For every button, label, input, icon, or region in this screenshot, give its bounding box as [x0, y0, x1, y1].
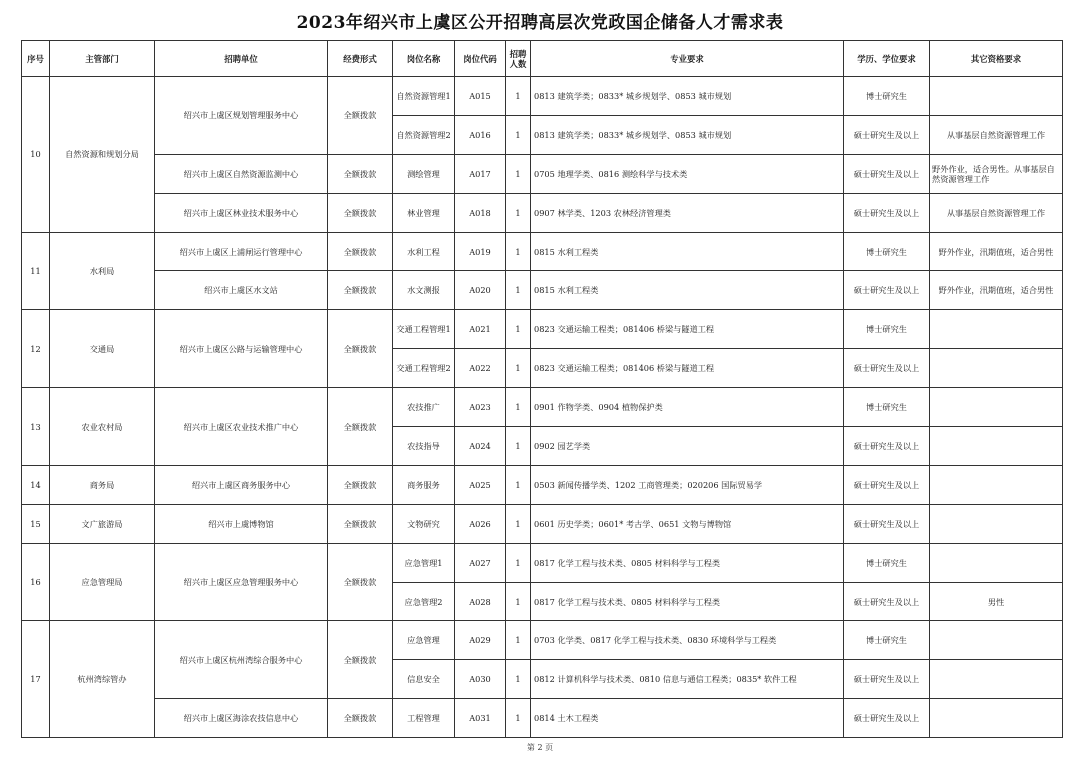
table-row	[22, 310, 1063, 349]
edu-cell: 博士研究生	[844, 77, 930, 116]
unit-cell: 绍兴市上虞区农业技术推广中心	[155, 388, 328, 466]
dept-cell: 水利局	[50, 232, 155, 310]
table-body	[22, 77, 1063, 738]
edu-cell: 硕士研究生及以上	[844, 582, 930, 621]
count-cell: 1	[506, 582, 531, 621]
edu-cell: 博士研究生	[844, 621, 930, 660]
count-cell: 1	[506, 504, 531, 543]
other-cell: 野外作业，汛期值班，适合男性	[930, 271, 1063, 310]
dept-cell: 商务局	[50, 465, 155, 504]
edu-cell: 硕士研究生及以上	[844, 154, 930, 193]
funding-cell: 全额拨款	[328, 310, 393, 388]
header-dept: 主管部门	[50, 41, 155, 77]
unit-cell: 绍兴市上虞区上浦闸运行管理中心	[155, 232, 328, 271]
funding-cell: 全额拨款	[328, 504, 393, 543]
header-unit: 招聘单位	[155, 41, 328, 77]
unit-cell: 绍兴市上虞区公路与运输管理中心	[155, 310, 328, 388]
code-cell: A017	[455, 154, 506, 193]
post-cell: 应急管理1	[393, 543, 455, 582]
code-cell: A022	[455, 349, 506, 388]
post-cell: 商务服务	[393, 465, 455, 504]
post-cell: 文物研究	[393, 504, 455, 543]
table-row	[22, 77, 1063, 116]
table-row	[22, 465, 1063, 504]
header-funding: 经费形式	[328, 41, 393, 77]
other-cell	[930, 504, 1063, 543]
edu-cell: 硕士研究生及以上	[844, 427, 930, 466]
header-other: 其它资格要求	[930, 41, 1063, 77]
code-cell: A023	[455, 388, 506, 427]
post-cell: 应急管理2	[393, 582, 455, 621]
funding-cell: 全额拨款	[328, 465, 393, 504]
other-cell	[930, 77, 1063, 116]
major-cell: 0813 建筑学类；0833* 城乡规划学、0853 城市规划	[531, 77, 844, 116]
unit-cell: 绍兴市上虞博物馆	[155, 504, 328, 543]
header-edu: 学历、学位要求	[844, 41, 930, 77]
code-cell: A024	[455, 427, 506, 466]
table-row	[22, 699, 1063, 738]
count-cell: 1	[506, 660, 531, 699]
table-row	[22, 232, 1063, 271]
count-cell: 1	[506, 465, 531, 504]
major-cell: 0823 交通运输工程类；081406 桥梁与隧道工程	[531, 349, 844, 388]
other-cell	[930, 465, 1063, 504]
post-cell: 水利工程	[393, 232, 455, 271]
dept-cell: 自然资源和规划分局	[50, 77, 155, 233]
code-cell: A020	[455, 271, 506, 310]
major-cell: 0817 化学工程与技术类、0805 材料科学与工程类	[531, 543, 844, 582]
major-cell: 0601 历史学类；0601* 考古学、0651 文物与博物馆	[531, 504, 844, 543]
other-cell: 野外作业，适合男性。从事基层自然资源管理工作	[930, 154, 1063, 193]
post-cell: 信息安全	[393, 660, 455, 699]
count-cell: 1	[506, 543, 531, 582]
post-cell: 自然资源管理2	[393, 115, 455, 154]
post-cell: 自然资源管理1	[393, 77, 455, 116]
edu-cell: 博士研究生	[844, 232, 930, 271]
major-cell: 0823 交通运输工程类；081406 桥梁与隧道工程	[531, 310, 844, 349]
table-row	[22, 154, 1063, 193]
header-post: 岗位名称	[393, 41, 455, 77]
funding-cell: 全额拨款	[328, 621, 393, 699]
seq-cell: 17	[22, 621, 50, 738]
seq-cell: 15	[22, 504, 50, 543]
count-cell: 1	[506, 154, 531, 193]
edu-cell: 博士研究生	[844, 310, 930, 349]
major-cell: 0705 地理学类、0816 测绘科学与技术类	[531, 154, 844, 193]
funding-cell: 全额拨款	[328, 232, 393, 271]
count-cell: 1	[506, 193, 531, 232]
post-cell: 农技推广	[393, 388, 455, 427]
funding-cell: 全额拨款	[328, 77, 393, 155]
header-count: 招聘人数	[506, 41, 531, 77]
edu-cell: 博士研究生	[844, 543, 930, 582]
dept-cell: 交通局	[50, 310, 155, 388]
major-cell: 0703 化学类、0817 化学工程与技术类、0830 环境科学与工程类	[531, 621, 844, 660]
major-cell: 0815 水利工程类	[531, 232, 844, 271]
post-cell: 农技指导	[393, 427, 455, 466]
other-cell: 从事基层自然资源管理工作	[930, 193, 1063, 232]
edu-cell: 硕士研究生及以上	[844, 193, 930, 232]
funding-cell: 全额拨款	[328, 193, 393, 232]
major-cell: 0813 建筑学类；0833* 城乡规划学、0853 城市规划	[531, 115, 844, 154]
post-cell: 测绘管理	[393, 154, 455, 193]
edu-cell: 硕士研究生及以上	[844, 115, 930, 154]
other-cell	[930, 349, 1063, 388]
major-cell: 0902 园艺学类	[531, 427, 844, 466]
unit-cell: 绍兴市上虞区应急管理服务中心	[155, 543, 328, 621]
edu-cell: 硕士研究生及以上	[844, 349, 930, 388]
major-cell: 0814 土木工程类	[531, 699, 844, 738]
unit-cell: 绍兴市上虞区自然资源监测中心	[155, 154, 328, 193]
funding-cell: 全额拨款	[328, 388, 393, 466]
seq-cell: 11	[22, 232, 50, 310]
funding-cell: 全额拨款	[328, 699, 393, 738]
header-code: 岗位代码	[455, 41, 506, 77]
code-cell: A016	[455, 115, 506, 154]
post-cell: 交通工程管理1	[393, 310, 455, 349]
other-cell	[930, 621, 1063, 660]
post-cell: 林业管理	[393, 193, 455, 232]
major-cell: 0817 化学工程与技术类、0805 材料科学与工程类	[531, 582, 844, 621]
code-cell: A029	[455, 621, 506, 660]
seq-cell: 12	[22, 310, 50, 388]
dept-cell: 农业农村局	[50, 388, 155, 466]
count-cell: 1	[506, 388, 531, 427]
edu-cell: 硕士研究生及以上	[844, 660, 930, 699]
unit-cell: 绍兴市上虞区杭州湾综合服务中心	[155, 621, 328, 699]
code-cell: A027	[455, 543, 506, 582]
count-cell: 1	[506, 232, 531, 271]
other-cell	[930, 388, 1063, 427]
major-cell: 0815 水利工程类	[531, 271, 844, 310]
unit-cell: 绍兴市上虞区林业技术服务中心	[155, 193, 328, 232]
other-cell: 男性	[930, 582, 1063, 621]
funding-cell: 全额拨款	[328, 543, 393, 621]
unit-cell: 绍兴市上虞区海涂农技信息中心	[155, 699, 328, 738]
code-cell: A025	[455, 465, 506, 504]
other-cell	[930, 660, 1063, 699]
count-cell: 1	[506, 621, 531, 660]
other-cell	[930, 699, 1063, 738]
page-number: 第 2 页	[526, 743, 554, 752]
table-row	[22, 621, 1063, 660]
major-cell: 0812 计算机科学与技术类、0810 信息与通信工程类；0835* 软件工程	[531, 660, 844, 699]
code-cell: A021	[455, 310, 506, 349]
seq-cell: 13	[22, 388, 50, 466]
other-cell: 从事基层自然资源管理工作	[930, 115, 1063, 154]
count-cell: 1	[506, 77, 531, 116]
count-cell: 1	[506, 310, 531, 349]
edu-cell: 硕士研究生及以上	[844, 271, 930, 310]
funding-cell: 全额拨款	[328, 154, 393, 193]
post-cell: 交通工程管理2	[393, 349, 455, 388]
count-cell: 1	[506, 271, 531, 310]
code-cell: A031	[455, 699, 506, 738]
table-row	[22, 193, 1063, 232]
unit-cell: 绍兴市上虞区水文站	[155, 271, 328, 310]
table-row	[22, 271, 1063, 310]
code-cell: A028	[455, 582, 506, 621]
other-cell	[930, 427, 1063, 466]
count-cell: 1	[506, 427, 531, 466]
post-cell: 工程管理	[393, 699, 455, 738]
dept-cell: 文广旅游局	[50, 504, 155, 543]
major-cell: 0901 作物学类、0904 植物保护类	[531, 388, 844, 427]
edu-cell: 硕士研究生及以上	[844, 465, 930, 504]
major-cell: 0503 新闻传播学类、1202 工商管理类；020206 国际贸易学	[531, 465, 844, 504]
funding-cell: 全额拨款	[328, 271, 393, 310]
header-seq: 序号	[22, 41, 50, 77]
other-cell: 野外作业，汛期值班，适合男性	[930, 232, 1063, 271]
talent-demand-table	[21, 40, 1063, 738]
seq-cell: 10	[22, 77, 50, 233]
seq-cell: 14	[22, 465, 50, 504]
page-title: 2023年绍兴市上虞区公开招聘高层次党政国企储备人才需求表	[296, 13, 784, 33]
count-cell: 1	[506, 349, 531, 388]
edu-cell: 硕士研究生及以上	[844, 504, 930, 543]
unit-cell: 绍兴市上虞区规划管理服务中心	[155, 77, 328, 155]
count-cell: 1	[506, 115, 531, 154]
code-cell: A030	[455, 660, 506, 699]
seq-cell: 16	[22, 543, 50, 621]
dept-cell: 应急管理局	[50, 543, 155, 621]
header-major: 专业要求	[531, 41, 844, 77]
code-cell: A018	[455, 193, 506, 232]
code-cell: A015	[455, 77, 506, 116]
dept-cell: 杭州湾综管办	[50, 621, 155, 738]
post-cell: 水文测报	[393, 271, 455, 310]
other-cell	[930, 310, 1063, 349]
table-row	[22, 388, 1063, 427]
count-cell: 1	[506, 699, 531, 738]
code-cell: A019	[455, 232, 506, 271]
table-row	[22, 543, 1063, 582]
other-cell	[930, 543, 1063, 582]
major-cell: 0907 林学类、1203 农林经济管理类	[531, 193, 844, 232]
post-cell: 应急管理	[393, 621, 455, 660]
edu-cell: 硕士研究生及以上	[844, 699, 930, 738]
code-cell: A026	[455, 504, 506, 543]
unit-cell: 绍兴市上虞区商务服务中心	[155, 465, 328, 504]
table-header-row	[22, 41, 1063, 77]
edu-cell: 博士研究生	[844, 388, 930, 427]
table-row	[22, 504, 1063, 543]
